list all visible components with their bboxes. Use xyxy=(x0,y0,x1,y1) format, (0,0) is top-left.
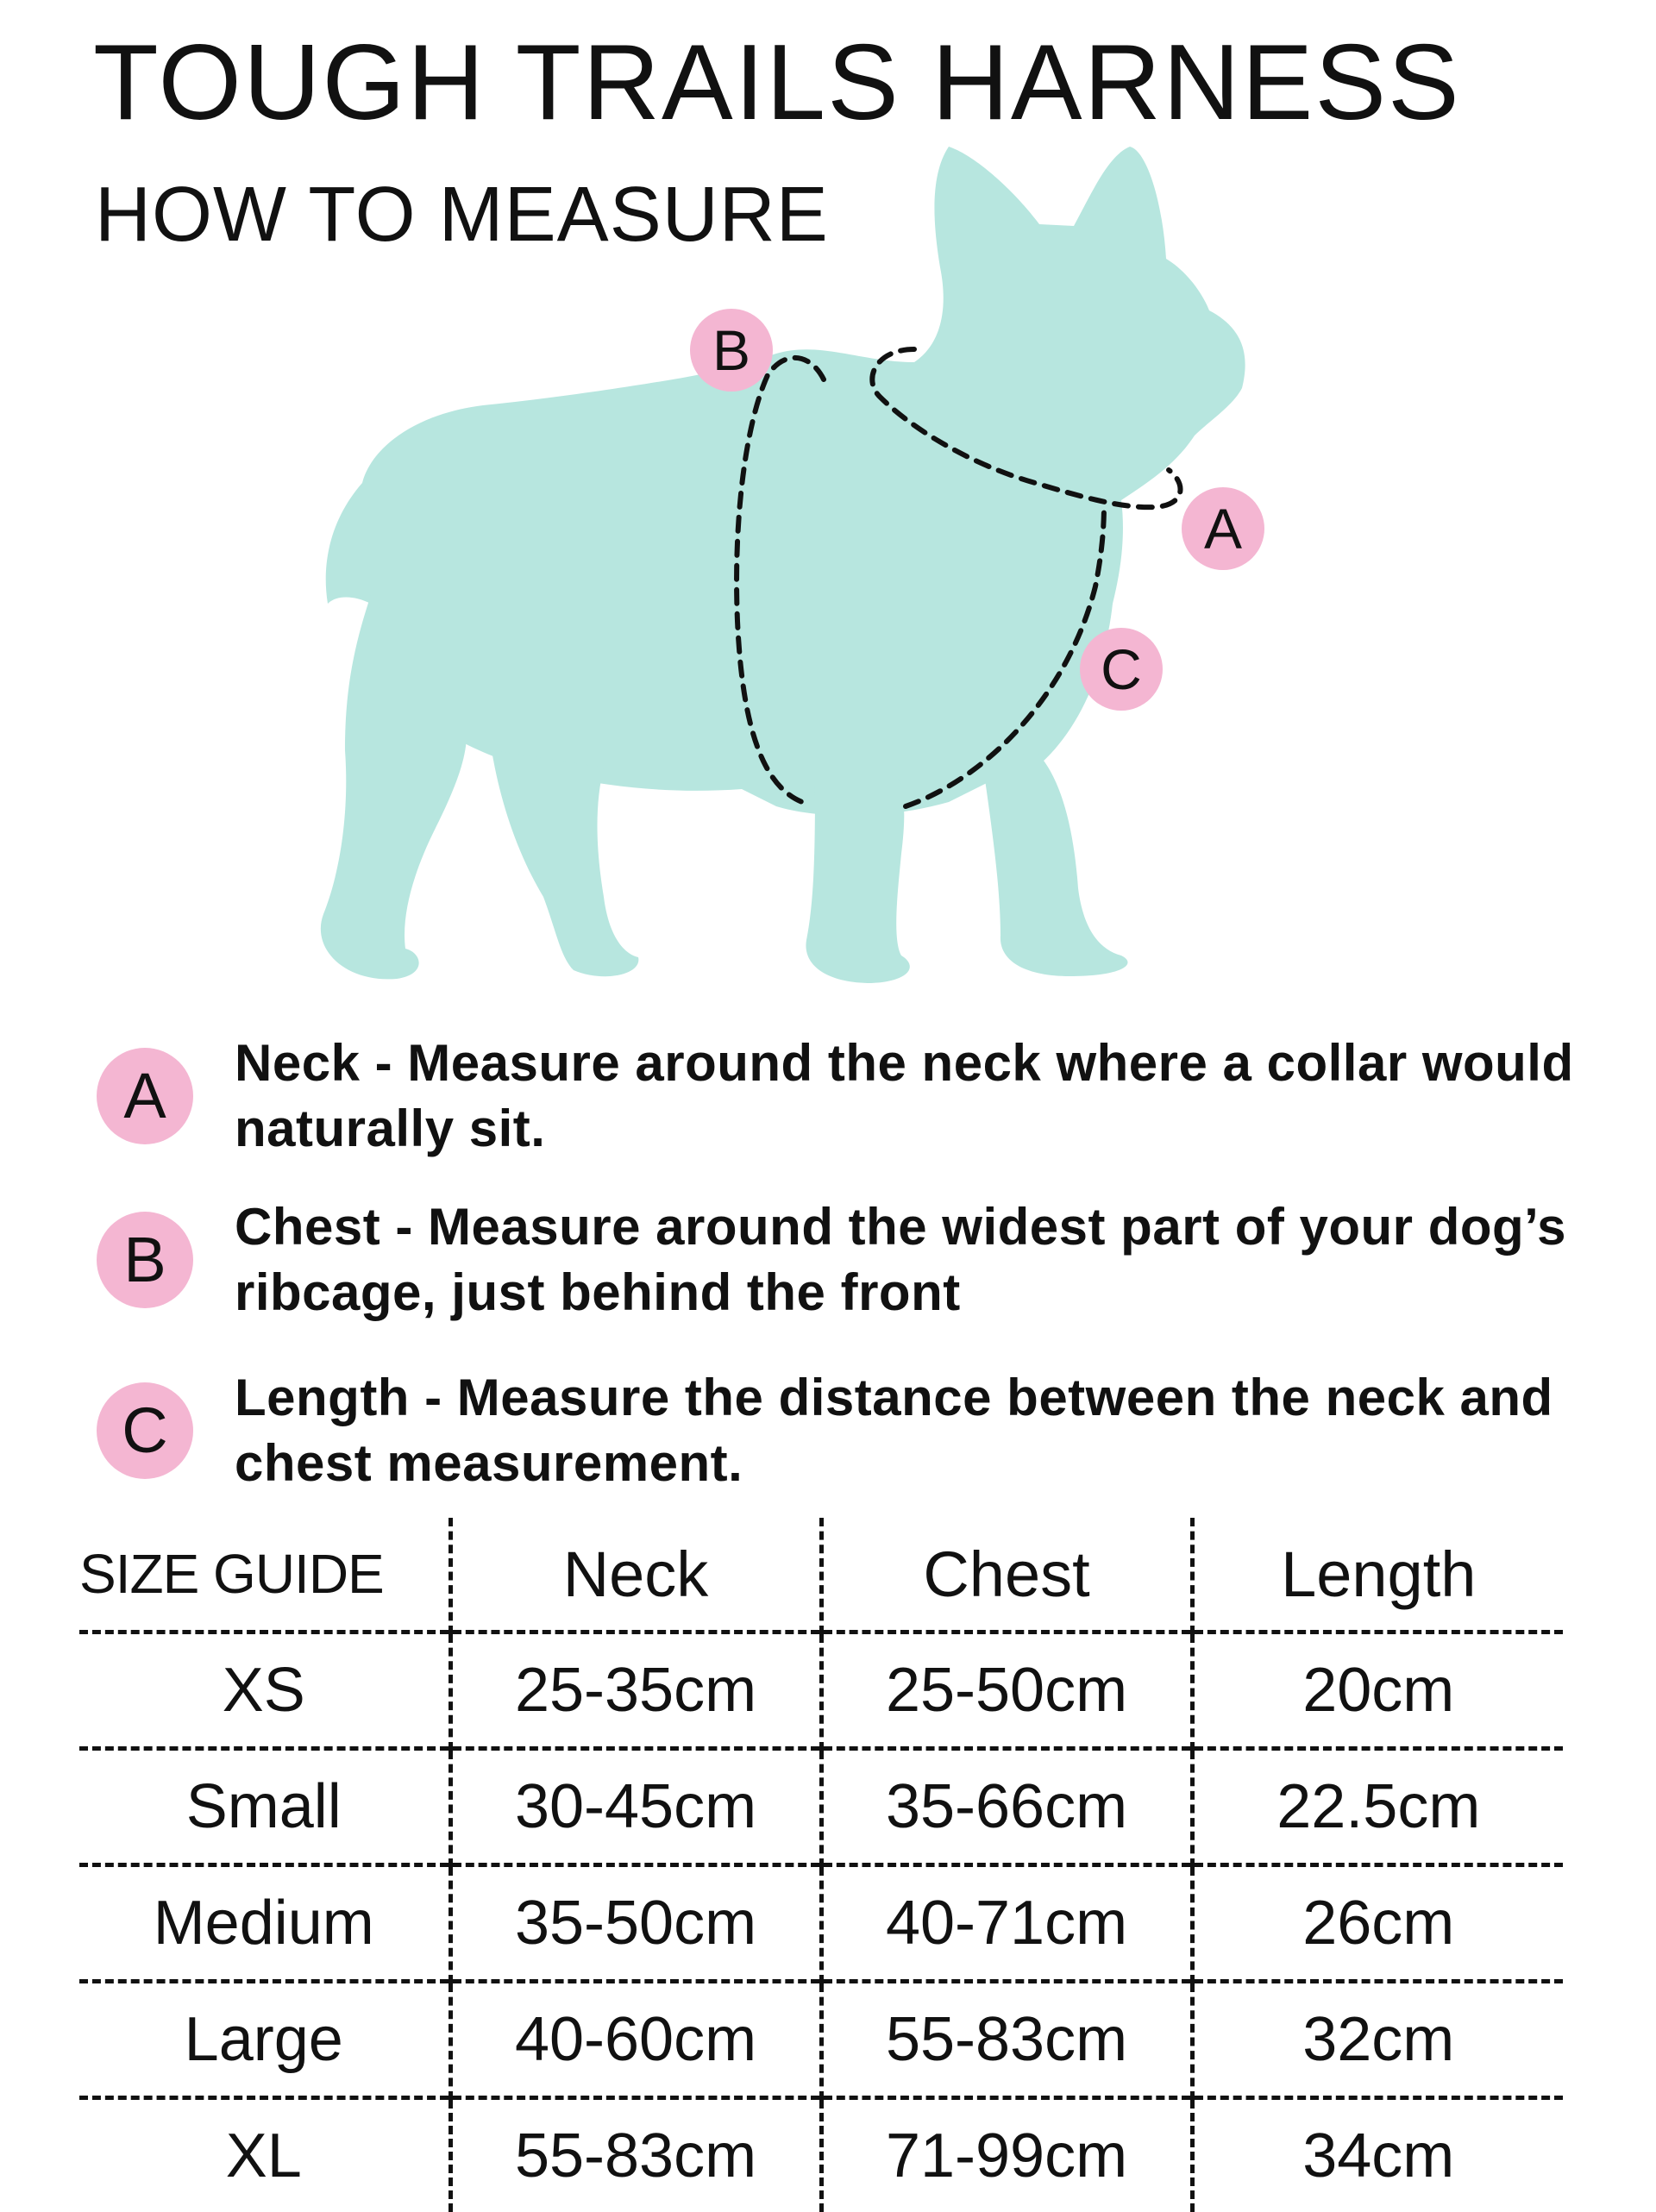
length-cell: 34cm xyxy=(1192,2098,1563,2212)
diagram-marker-c xyxy=(1080,628,1163,711)
size-cell: Medium xyxy=(79,1865,450,1982)
diagram-marker-b xyxy=(690,309,773,392)
neck-cell: 35-50cm xyxy=(450,1865,821,1982)
page-subtitle: HOW TO MEASURE xyxy=(95,172,829,258)
dog-silhouette xyxy=(321,147,1245,983)
size-cell: XS xyxy=(79,1632,450,1749)
marker-letter: A xyxy=(1204,500,1242,557)
neck-cell: 30-45cm xyxy=(450,1749,821,1865)
table-row xyxy=(79,1632,1563,1749)
length-cell: 22.5cm xyxy=(1192,1749,1563,1865)
size-guide-table xyxy=(79,1518,1563,2212)
size-cell: Small xyxy=(79,1749,450,1865)
chest-cell: 71-99cm xyxy=(821,2098,1192,2212)
diagram-marker-a xyxy=(1182,487,1264,570)
table-header-row xyxy=(79,1518,1563,1632)
neck-cell: 25-35cm xyxy=(450,1632,821,1749)
size-cell: XL xyxy=(79,2098,450,2212)
marker-letter: B xyxy=(712,322,750,379)
header-chest: Chest xyxy=(821,1518,1192,1632)
header-length: Length xyxy=(1192,1518,1563,1632)
chest-cell: 35-66cm xyxy=(821,1749,1192,1865)
chest-cell: 25-50cm xyxy=(821,1632,1192,1749)
table-row xyxy=(79,1865,1563,1982)
length-cell: 26cm xyxy=(1192,1865,1563,1982)
chest-cell: 40-71cm xyxy=(821,1865,1192,1982)
instruction-text: Length - Measure the distance between the neck and chest measurement. xyxy=(235,1365,1632,1496)
table-row xyxy=(79,1982,1563,2098)
length-cell: 32cm xyxy=(1192,1982,1563,2098)
neck-cell: 55-83cm xyxy=(450,2098,821,2212)
instruction-text: Neck - Measure around the neck where a collar would naturally sit. xyxy=(235,1031,1632,1162)
neck-cell: 40-60cm xyxy=(450,1982,821,2098)
instruction-length xyxy=(0,1365,1656,1520)
instruction-text: Chest - Measure around the widest part of your dog’s ribcage, just behind the front xyxy=(235,1194,1632,1325)
header-neck: Neck xyxy=(450,1518,821,1632)
chest-cell: 55-83cm xyxy=(821,1982,1192,2098)
marker-letter: C xyxy=(1101,641,1142,698)
size-cell: Large xyxy=(79,1982,450,2098)
instruction-badge: C xyxy=(97,1382,193,1479)
instruction-badge: A xyxy=(97,1048,193,1144)
table-row xyxy=(79,2098,1563,2212)
page-title: TOUGH TRAILS HARNESS xyxy=(93,24,1461,141)
instruction-badge: B xyxy=(97,1212,193,1308)
dog-measurement-diagram xyxy=(0,0,1656,1035)
instruction-chest xyxy=(0,1194,1656,1350)
instruction-neck xyxy=(0,1031,1656,1186)
table-row xyxy=(79,1749,1563,1865)
length-cell: 20cm xyxy=(1192,1632,1563,1749)
header-size-guide: SIZE GUIDE xyxy=(79,1518,450,1632)
